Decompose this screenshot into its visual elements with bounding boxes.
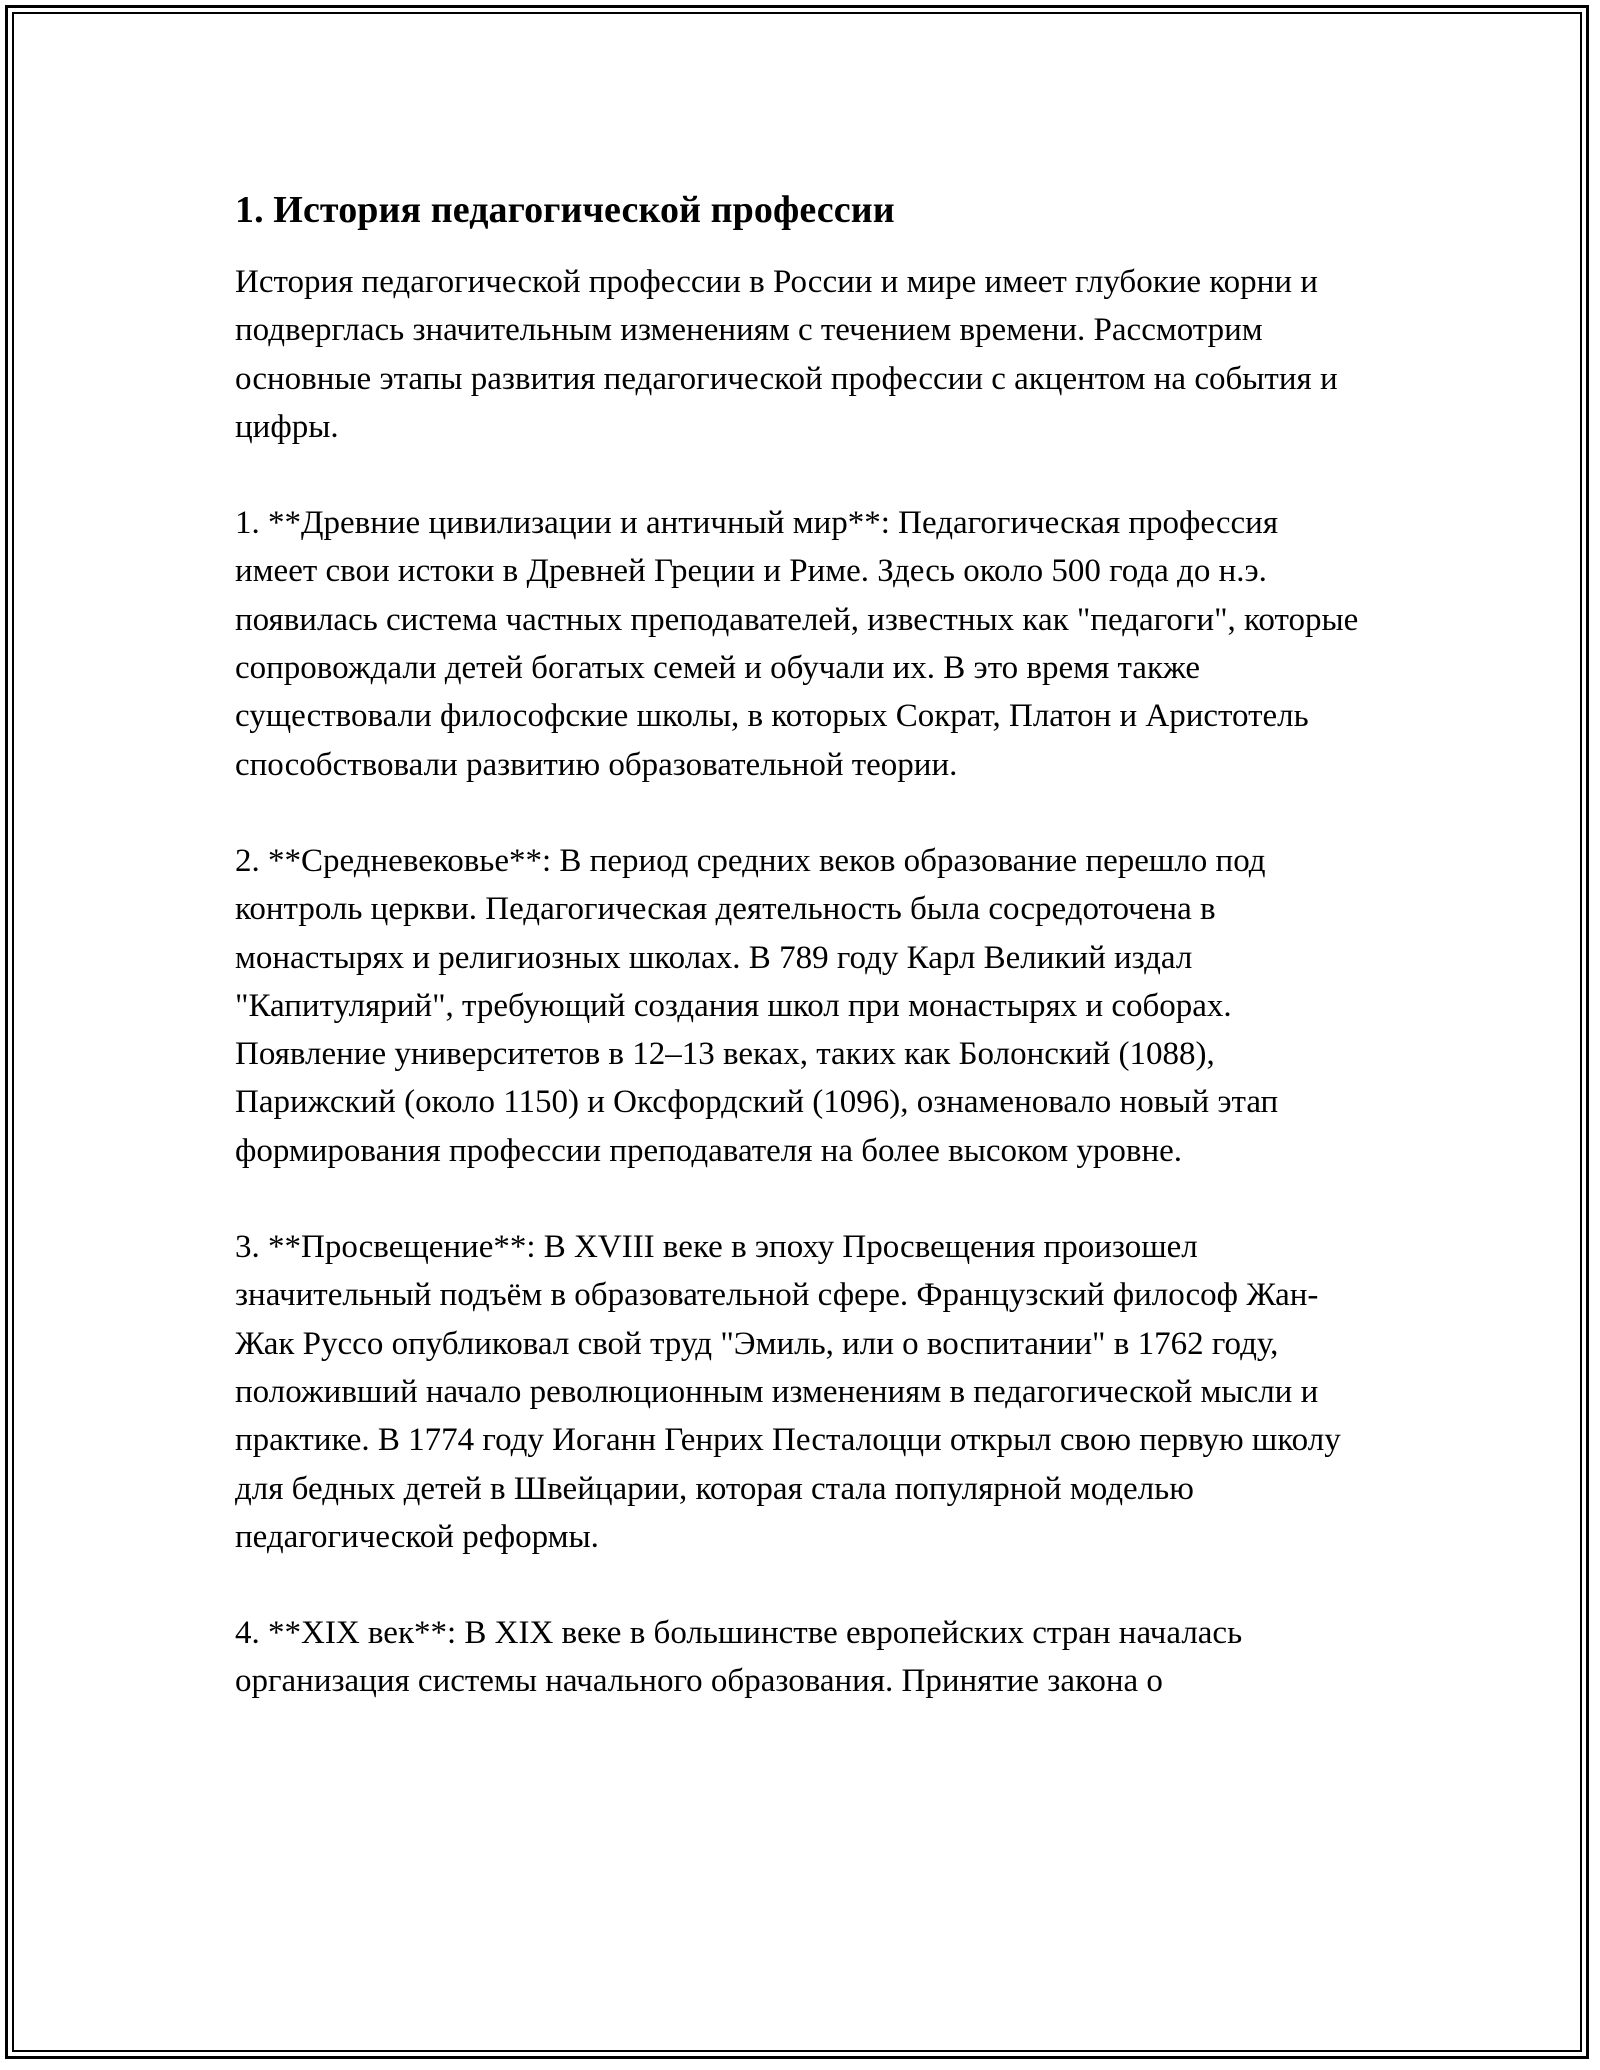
paragraph-middle-ages: 2. **Средневековье**: В период средних веков образование перешло под контроль церкви. Педагогическая деятельность была сосредоточена в монастырях и религиозных школах. В 789 году Карл Великий издал "Капитулярий", требующий создания школ при монастырях и соборах. Появление университетов в 12–13 веках, таких как Болонский (1088), Парижский (около 1150) и Оксфордский (1096), ознаменовало новый этап формирования профессии преподавателя на более высоком уровне. — [235, 842, 1279, 1169]
paragraph-enlightenment: 3. **Просвещение**: В XVIII веке в эпоху Просвещения произошел значительный подъём в образовательной сфере. Французский философ Жан-Жак Руссо опубликовал свой труд "Эмиль, или о воспитании" в 1762 году, положивший начало революционным изменениям в педагогической мысли и практике. В 1774 году Иоганн Генрих Песталоцци открыл свою первую школу для бедных детей в Швейцарии, которая стала популярной моделью педагогической реформы. — [235, 1229, 1341, 1555]
paragraph-nineteenth-century: 4. **XIX век**: В XIX веке в большинстве европейских стран началась организация системы начального образования. Принятие закона о — [235, 1615, 1243, 1700]
section-heading: 1. История педагогической профессии — [235, 189, 895, 231]
document-body — [235, 186, 1365, 1754]
intro-paragraph: История педагогической профессии в России и мире имеет глубокие корни и подверглась значительным изменениям с течением времени. Рассмотрим основные этапы развития педагогической профессии с акцентом на события и цифры. — [235, 264, 1338, 445]
paragraph-ancient-civilizations: 1. **Древние цивилизации и античный мир**: Педагогическая профессия имеет свои истоки в Древней Греции и Риме. Здесь около 500 года до н.э. появилась система частных преподавателей, известных как "педагоги", которые сопровождали детей богатых семей и обучали их. В это время также существовали философские школы, в которых Сократ, Платон и Аристотель способствовали развитию образовательной теории. — [235, 505, 1359, 783]
